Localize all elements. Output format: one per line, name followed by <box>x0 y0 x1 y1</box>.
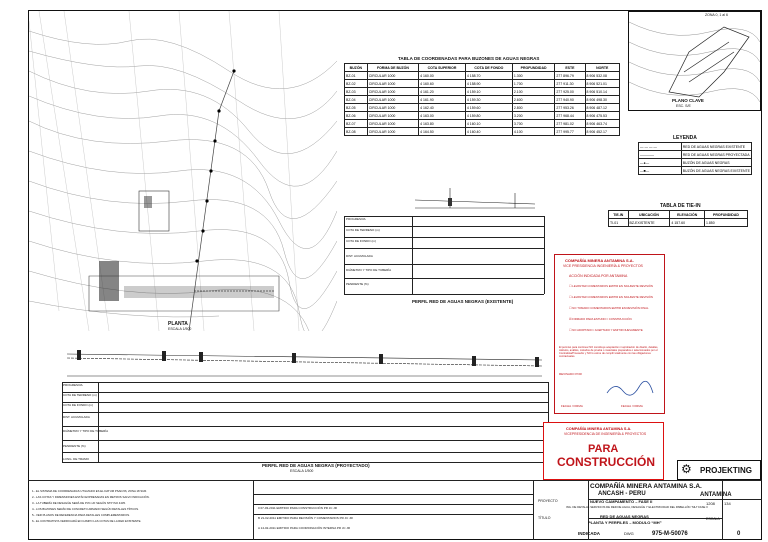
tiein-header-cell: UBICACIÓN <box>628 211 670 219</box>
stamp-a-option: ☐ NO TOMADO COMENTARIOS EMITIR EN REVISIÓN FINAL <box>569 306 649 310</box>
projekting-logo-box <box>677 460 761 480</box>
existing-profile-drawing <box>410 178 540 218</box>
projected-profile-scale: ESCALA 1/500 <box>290 469 314 473</box>
coord-cell: 4 163.00 <box>419 112 466 120</box>
coord-cell: BZ-02 <box>345 80 368 88</box>
legend-row <box>639 143 752 151</box>
coord-cell: 8 906 521.01 <box>585 80 620 88</box>
stamp-a-dept: VICE PRESIDENCIA INGENIERÍA & PROYECTOS <box>563 264 643 268</box>
legend-text: RED DE AGUAS NEGRAS PROYECTADA <box>682 152 750 157</box>
coord-cell: 2.800 <box>512 104 554 112</box>
coord-header-cell: COTA DE FONDO <box>465 64 512 72</box>
tiein-header-cell: PROFUNDIDAD <box>704 211 747 219</box>
existing-profile-label: PERFIL RED DE AGUAS NEGRAS (EXISTENTE) <box>412 299 514 304</box>
stamp-a-signature-left: FECHA / FIRMA <box>561 404 583 408</box>
coord-cell: 4 163.80 <box>419 120 466 128</box>
coord-cell: BZ-05 <box>345 104 368 112</box>
coord-cell: 4 158.90 <box>465 80 512 88</box>
coord-row <box>345 104 620 112</box>
tb-company: COMPAÑÍA MINERA ANTAMINA S.A. <box>590 483 702 490</box>
coord-cell: 1.700 <box>512 80 554 88</box>
key-plan-map <box>629 12 760 110</box>
tb-antamina-logo: ANTAMINA <box>700 492 732 498</box>
tb-revision: 0 <box>737 531 741 537</box>
stamp-b-big2: CONSTRUCCIÓN <box>557 455 655 469</box>
coord-header-cell: BUZÓN <box>345 64 368 72</box>
coord-cell: 2.600 <box>512 96 554 104</box>
projected-profile-label: PERFIL RED DE AGUAS NEGRAS (PROYECTADO) <box>262 463 370 468</box>
coord-cell: 4 161.20 <box>419 88 466 96</box>
coord-header-cell: PROFUNDIDAD <box>512 64 554 72</box>
coord-table-title: TABLA DE COORDENADAS PARA BUZONES DE AGUAS NEGRAS <box>398 56 540 61</box>
stamp-a-option: ☐ NO ADOPTADO / ACEPTADO Y EMITIR NUEVAMENTE <box>569 328 643 332</box>
legend-row <box>639 159 752 167</box>
coord-cell: 4 160.10 <box>465 120 512 128</box>
coord-row <box>345 88 620 96</box>
tiein-cell: BZ-EXISTENTE <box>628 219 670 227</box>
profile-row-label: DIST. ACUMULADA <box>346 254 373 258</box>
note-line: 3.- LA TUBERÍA DE DESAGÜE SERÁ DE PVC-UF SEGÚN NTP ISO 4435. <box>32 501 126 505</box>
coord-cell: 277 968.44 <box>555 112 585 120</box>
coord-cell: 8 906 532.08 <box>585 72 620 80</box>
note-line: 2.- LAS COTAS Y DIMENSIONES ESTÁN EXPRESADAS EN METROS SALVO INDICACIÓN. <box>32 495 150 499</box>
coord-cell: CIRCULAR 1000 <box>367 88 418 96</box>
coord-cell: 4 160.40 <box>465 128 512 136</box>
legend-row <box>639 151 752 159</box>
coord-header-cell: NORTE <box>585 64 620 72</box>
coord-cell: BZ-01 <box>345 72 368 80</box>
coord-header-cell: FORMA DE BUZÓN <box>367 64 418 72</box>
tb-project: NUEVO CAMPAMENTO – FASE II <box>590 499 653 504</box>
key-plan-scale: ESC. S/E <box>676 104 691 108</box>
plan-view-drawing <box>29 11 337 331</box>
tb-code: 1208 <box>706 501 715 506</box>
legend-symbol: —■— <box>639 167 682 175</box>
coord-cell: 1.300 <box>512 72 554 80</box>
tiein-header-cell: TIE-IN <box>609 211 629 219</box>
coord-row <box>345 80 620 88</box>
legend-text: RED DE AGUAS NEGRAS EXISTENTE <box>681 143 751 151</box>
coord-cell: BZ-08 <box>345 128 368 136</box>
legend-symbol: —●— <box>639 159 682 167</box>
coord-cell: CIRCULAR 1000 <box>367 104 418 112</box>
coord-cell: BZ-07 <box>345 120 368 128</box>
stamp-a-action: ACCIÓN INDICADA POR ANTAMINA <box>569 274 628 278</box>
coord-cell: 4 160.00 <box>419 72 466 80</box>
tiein-cell: 4 157.60 <box>670 219 705 227</box>
key-plan-label: PLANO CLAVE <box>672 98 704 103</box>
tiein-header-cell: ELEVACIÓN <box>670 211 705 219</box>
revision-row: B 21-02-2011 EMITIDO PARA REVISIÓN Y COMENTARIOS PR JC JR <box>258 516 353 520</box>
legend-title: LEYENDA <box>673 135 697 141</box>
tb-location: ANCASH - PERU <box>598 491 646 497</box>
planta-label: PLANTA <box>168 321 188 327</box>
stamp-a-reviewed: REVISADO POR <box>559 372 582 376</box>
coord-cell: 3.700 <box>512 120 554 128</box>
coord-cell: 277 896.79 <box>555 72 585 80</box>
coord-cell: 4.100 <box>512 128 554 136</box>
tb-title-label: TÍTULO <box>538 516 551 520</box>
profile-row-label: LONG. DE TRAMO <box>63 457 89 461</box>
note-line: 4.- LOS BUZONES SERÁN DE CONCRETO ARMADO SEGÚN DETALLES TÍPICOS. <box>32 507 139 511</box>
tb-code2: 134 <box>724 501 731 506</box>
stamp-a-option: ☒ FIRMADO PARA ESTUDIO / CONSTRUCCIÓN <box>569 317 632 321</box>
coord-cell: 2.100 <box>512 88 554 96</box>
coord-cell: 4 158.70 <box>465 72 512 80</box>
coord-cell: 277 911.30 <box>555 80 585 88</box>
coord-header-cell: COTA SUPERIOR <box>419 64 466 72</box>
legend-text: BUZÓN DE AGUAS NEGRAS EXISTENTE <box>682 168 750 173</box>
coord-cell: 277 925.00 <box>555 88 585 96</box>
coord-cell: 4 162.40 <box>419 104 466 112</box>
coord-cell: 8 906 510.14 <box>585 88 620 96</box>
coord-cell: 8 906 463.74 <box>585 120 620 128</box>
tiein-title: TABLA DE TIE-IN <box>660 203 701 209</box>
stamp-a-company: COMPAÑÍA MINERA ANTAMINA S.A. <box>565 258 634 263</box>
key-plan-tag: ZONA 0, 1 al 6 <box>705 13 728 17</box>
profile-row-label: COTA DE FONDO (m) <box>346 239 376 243</box>
profile-row-label: PROGRESIVA <box>346 217 366 221</box>
coord-row <box>345 96 620 104</box>
profile-row-label: DIÁMETRO Y TIPO DE TUBERÍA <box>346 268 392 272</box>
antamina-review-stamp <box>554 254 665 414</box>
stamp-b-dept: VICEPRESIDENCIA DE INGENIERÍA & PROYECTOS <box>564 432 647 436</box>
coord-cell: CIRCULAR 1000 <box>367 80 418 88</box>
tb-dwg-number: 975-M-50076 <box>652 531 688 537</box>
stamp-a-note: El permiso para continuar NO constituye aceptación ni aprobación de diseño, detalles, cálculos, análisis, métodos de prueba o materiales preparados o seleccionados por el Contratista/Proveedor y NO lo exime de cumplir totalmente con las obligaciones contractuales. <box>559 346 659 358</box>
coord-cell: 277 995.77 <box>555 128 585 136</box>
tb-scale: INDICADA <box>578 531 600 536</box>
note-line: 1.- EL SISTEMA DE COORDENADAS UTILIZADO ES EL DATUM PSAD-56, ZONA 18 SUR. <box>32 489 148 493</box>
coord-table <box>344 63 620 136</box>
coord-cell: 4 159.80 <box>465 112 512 120</box>
profile-row-label: DIÁMETRO Y TIPO DE TUBERÍA <box>63 429 109 433</box>
coord-cell: 277 953.26 <box>555 104 585 112</box>
key-plan <box>628 11 761 111</box>
tiein-table <box>608 210 748 227</box>
note-line: 5.- VER PLANOS DE REFERENCIA PARA DETALLES COMPLEMENTARIOS. <box>32 513 130 517</box>
coord-cell: CIRCULAR 1000 <box>367 112 418 120</box>
tb-project-desc: ING. DE DETALLE SERVICIOS DE RED DE AGUA, DESAGÜE Y ELECTRICIDAD DEL PABELLÓN “MH” FASE II <box>566 505 708 509</box>
coord-cell: 277 981.02 <box>555 120 585 128</box>
revision-row: 0 07-03-2011 EMITIDO PARA CONSTRUCCIÓN PR JC JR <box>258 506 337 510</box>
legend-row <box>639 167 752 175</box>
projekting-icon: ⚙ <box>681 462 692 476</box>
profile-row-label: PENDIENTE (%) <box>346 282 369 286</box>
coord-cell: 8 906 475.53 <box>585 112 620 120</box>
coord-cell: BZ-06 <box>345 112 368 120</box>
tb-title2: PLANTA Y PERFILES – MODULO “MH” <box>588 520 662 525</box>
coord-cell: 4 161.90 <box>419 96 466 104</box>
profile-row-label: COTA DE FONDO (m) <box>63 403 93 407</box>
coord-cell: BZ-03 <box>345 88 368 96</box>
coord-cell: 277 940.90 <box>555 96 585 104</box>
stamp-a-signature-scribble <box>605 379 655 399</box>
revision-row: A 14-02-2011 EMITIDO PARA COORDINACIÓN INTERNA PR JC JR <box>258 526 351 530</box>
projected-profile-drawing <box>62 336 548 384</box>
para-construccion-stamp <box>543 422 664 480</box>
legend-symbol: — — — — <box>639 143 682 151</box>
coord-cell: CIRCULAR 1000 <box>367 96 418 104</box>
legend-text: BUZÓN DE AGUAS NEGRAS <box>681 159 751 167</box>
coord-cell: 4 159.10 <box>465 88 512 96</box>
stamp-a-option: ☐ LEVANTAR COMENTARIOS EMITIR EN SIGUIENTE REVISIÓN <box>569 284 653 288</box>
projekting-name: PROJEKTING <box>700 466 753 475</box>
coord-row <box>345 72 620 80</box>
coord-cell: 4 160.60 <box>419 80 466 88</box>
stamp-a-option: ☐ LEVANTAR COMENTARIOS EMITIR EN SIGUIENTE REVISIÓN <box>569 295 653 299</box>
profile-row-label: PROGRESIVA <box>63 383 83 387</box>
coord-cell: 4 159.30 <box>465 96 512 104</box>
tiein-cell: TI-01 <box>609 219 629 227</box>
tiein-cell: 1.850 <box>704 219 747 227</box>
coord-cell: CIRCULAR 1000 <box>367 128 418 136</box>
legend-table <box>638 142 752 175</box>
coord-cell: 4 164.50 <box>419 128 466 136</box>
coord-row <box>345 128 620 136</box>
tb-project-label: PROYECTO <box>538 499 558 503</box>
stamp-b-company: COMPAÑÍA MINERA ANTAMINA S.A. <box>566 427 632 431</box>
legend-symbol: ———— <box>639 151 682 159</box>
tb-scale-label: ESCALA <box>706 517 720 521</box>
stamp-b-big1: PARA <box>588 443 619 455</box>
profile-row-label: DIST. ACUMULADA <box>63 415 90 419</box>
planta-scale: ESCALA 1/500 <box>168 327 192 331</box>
coord-row <box>345 112 620 120</box>
profile-row-label: COTA DE TERRENO (m) <box>63 393 97 397</box>
note-line: 6.- EL CONTRATISTA VERIFICARÁ EN CAMPO LAS COTAS DE LA RED EXISTENTE. <box>32 519 142 523</box>
tb-dwg-label: DWG <box>624 531 634 536</box>
coord-row <box>345 120 620 128</box>
coord-cell: CIRCULAR 1000 <box>367 120 418 128</box>
coord-cell: CIRCULAR 1000 <box>367 72 418 80</box>
coord-cell: 8 906 498.30 <box>585 96 620 104</box>
coord-cell: 8 906 487.12 <box>585 104 620 112</box>
tb-title1: RED DE AGUAS NEGRAS <box>600 514 649 519</box>
coord-cell: 3.200 <box>512 112 554 120</box>
coord-cell: BZ-04 <box>345 96 368 104</box>
coord-cell: 8 906 452.17 <box>585 128 620 136</box>
projected-profile-table <box>62 382 548 462</box>
profile-row-label: PENDIENTE (%) <box>63 444 86 448</box>
stamp-a-signature-right: FECHA / FIRMA <box>621 404 643 408</box>
profile-row-label: COTA DE TERRENO (m) <box>346 228 380 232</box>
coord-cell: 4 159.60 <box>465 104 512 112</box>
coord-header-cell: ESTE <box>555 64 585 72</box>
